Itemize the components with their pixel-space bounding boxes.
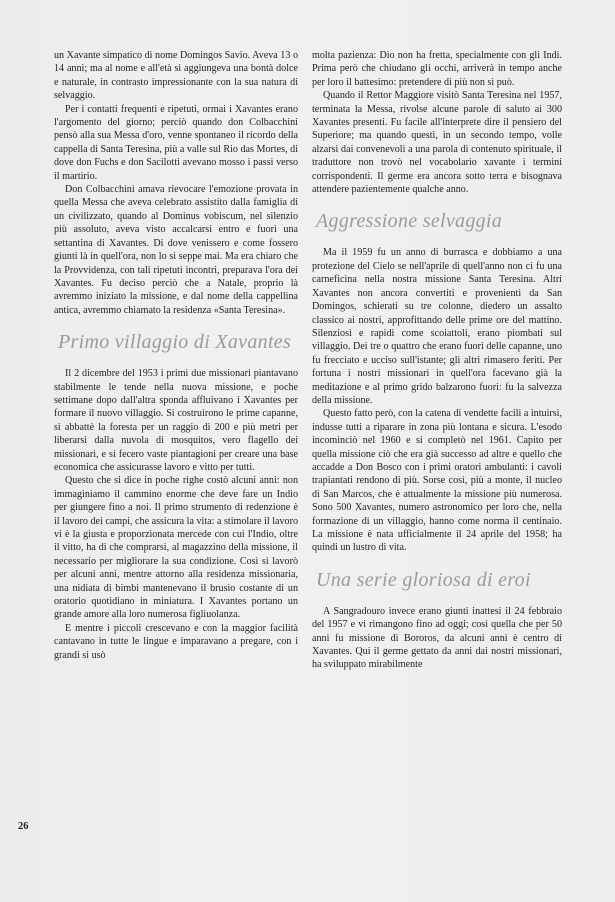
paragraph: A Sangradouro invece erano giunti inattesi il 24 febbraio del 1957 e vi rimangono fino ad oggi; così quella che per 50 anni fu missione di Bororos, da alcuni anni è centro di Xavantes. Qui il germe gettato da anni dai nostri missionari, ha sviluppato mirabilmente: [312, 605, 562, 671]
left-column: [54, 49, 298, 662]
paragraph: Questo che si dice in poche righe costò alcuni anni: non immaginiamo il cammino enorme che deve fare un Indio per giungere fino a noi. Il primo strumento di redenzione è il lavoro dei campi, che assicura la vita: a stimolare il lavoro vi è la giusta e proporzionata mercede con cui l'Indio, oltre il vitto, ha di che comprarsi, al magazzino della missione, il necessario per migliorare la sua condizione. Così si lavorò per alcuni anni, mentre attorno alla residenza missionaria, una nidiata di bimbi mantenevano il brusio costante di un oratorio quotidiano in miniatura. I Xavantes portano un grande amore alla loro numerosa figliuolanza.: [54, 475, 298, 621]
section-heading: Primo villaggio di Xavantes: [58, 331, 292, 354]
section-heading: Aggressione selvaggia: [316, 210, 503, 233]
paragraph: E mentre i piccoli crescevano e con la maggior facilità cantavano in tutte le lingue e imparavano a pregare, con i grandi si usò: [54, 622, 298, 661]
paragraph: Questo fatto però, con la catena di vendette facili a intuirsi, indusse tutti a riparare in zona più lontana e sicura. L'esodo incominciò nel 1960 e si completò nel 1961. Capito per quella missione ciò che era già successo ad altre e quello che accadde a Don Bosco con i primi oratori ambulanti: i cavoli trapiantati rendono di più. Sorse così, più a monte, il nucleo di San Marcos, che è attualmente la missione più numerosa. Sono 500 Xavantes, numero astronomico per loro che, nella formazione di un villaggio, hanno come norma il centinaio. La missione è nata ufficialmente il 24 aprile del 1958; ha quindi un lustro di vita.: [312, 408, 562, 554]
paragraph: Don Colbacchini amava rievocare l'emozione provata in quella Messa che aveva celebrato assistito dalla famiglia di un civilizzato, quando al Dominus vobiscum, nel silenzio più assoluto, aveva visto accalcarsi entro e fuori una settantina di Xavantes. Di dove venissero e come fossero giunti là in quell'ora, non lo si seppe mai. Ma era chiaro che la Provvidenza, con tali ripetuti incontri, preparava l'ora dei Xavantes. Fu deciso perciò che a Natale, proprio là avremmo iniziato la missione, e dal nome della cappellina antica, avremmo chiamato la residenza «Santa Teresina».: [54, 184, 298, 316]
page-number: 26: [18, 821, 29, 832]
section-heading: Una serie gloriosa di eroi: [316, 568, 531, 591]
paragraph: Per i contatti frequenti e ripetuti, ormai i Xavantes erano l'argomento del giorno; perciò quando don Colbacchini pensò alla sua Messa d'oro, venne spontaneo il ricordo della cappella di Santa Teresina, più a valle sul Rio das Mortes, di dove don Fuchs e don Sacilotti avevano mosso i passi verso il martirio.: [54, 103, 298, 182]
paragraph: molta pazienza: Dio non ha fretta, specialmente con gli Indi. Prima però che chiudano gli occhi, arriverà in tempo anche per loro il battesimo: pretendere di più non si può.: [312, 50, 562, 88]
right-column: [312, 49, 562, 672]
paragraph: un Xavante simpatico di nome Domingos Savio. Aveva 13 o 14 anni; ma al nome e all'età si aggiungeva una bontà dolce e naturale, in contrasto impressionante con la sua natura di selvaggio.: [54, 50, 298, 102]
paragraph: Ma il 1959 fu un anno di burrasca e dobbiamo a una protezione del Cielo se nell'aprile di quell'anno non ci fu una carneficina nella nostra missione Santa Teresina. Altri Xavantes non ancora convertiti e provenienti da San Domingos, schierati su tre colonne, diedero un assalto classico ai nostri, approfittando delle prime ore del mattino. Silenziosi e rapidi come scoiattoli, erano piombati sul villaggio. Dei tre o quattro che erano fuori delle capanne, uno fu frecciato e ucciso sull'istante; gli altri rimasero feriti. Per fortuna i nostri missionari in quell'ora facevano già la meditazione e al primo grido balzarono fuori: fu la salvezza della missione.: [312, 247, 562, 406]
paragraph: Il 2 dicembre del 1953 i primi due missionari piantavano stabilmente le tende nella nuova missione, e poche settimane dopo dall'altra sponda affluivano i Xavantes per formare il nuovo villaggio. Si costruirono le prime capanne, si abbattè la foresta per un raggio di 200 e più metri per liberarsi dalla nuvola di mosquitos, vero flagello dei missionari, e si fecero vaste piantagioni per creare una base economica che assicurasse lavoro e vitto per tutti.: [54, 368, 298, 473]
paragraph: Quando il Rettor Maggiore visitò Santa Teresina nel 1957, terminata la Messa, rivolse alcune parole di saluto ai 300 Xavantes presenti. Fu facile all'interprete dire il pensiero del Superiore; ma quando questi, in un secondo tempo, volle alzarsi dai convenevoli a una parola di contenuto spirituale, il traduttore non trovò nel vocabolario xavante i termini corrispondenti. Il germe era ancora sotto terra e bisognava attendere pazientemente qualche anno.: [312, 90, 562, 196]
